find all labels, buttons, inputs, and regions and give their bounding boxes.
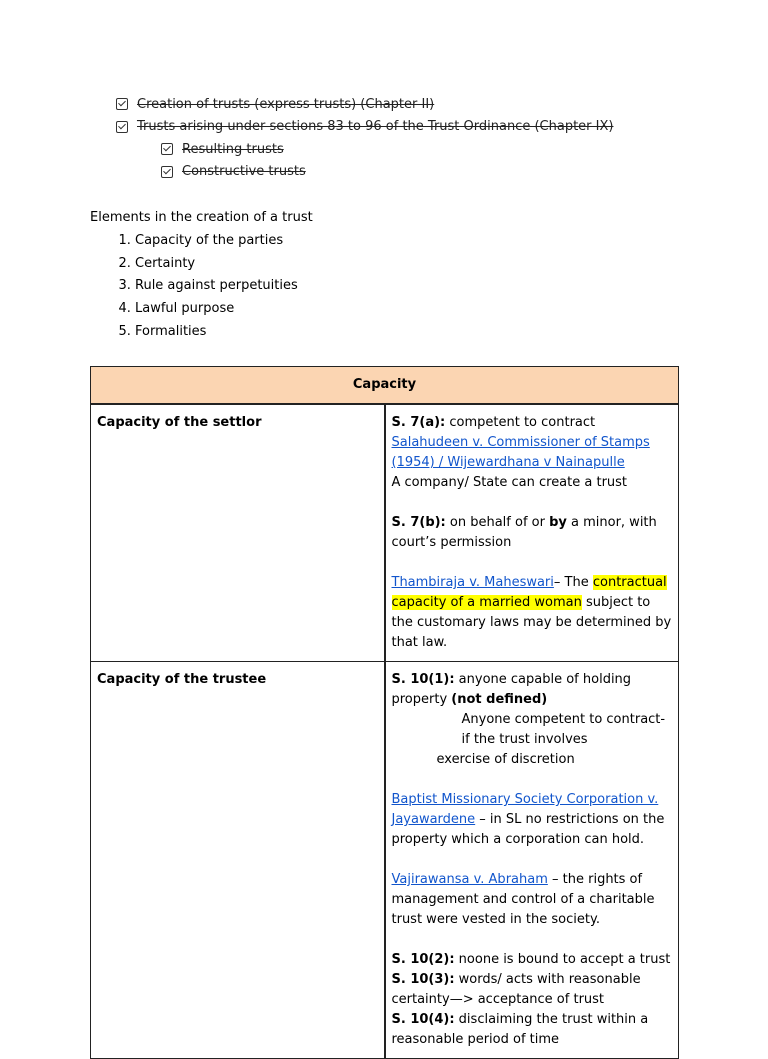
case-note: [392, 870, 673, 930]
list-item: 5. Formalities: [135, 321, 313, 344]
emphasis-by: by: [549, 515, 567, 530]
table-row: [91, 404, 679, 662]
checked-checkbox-icon[interactable]: [116, 98, 128, 110]
section-text: competent to contract: [445, 415, 596, 430]
case-link[interactable]: Vajirawansa v. Abraham: [391, 872, 548, 887]
checklist-subitem[interactable]: [161, 161, 613, 184]
list-item: 2. Certainty: [135, 253, 313, 276]
company-note: A company/ State can create a trust: [391, 475, 628, 490]
elements-list: [90, 230, 313, 344]
section-ref: S. 7(b):: [391, 515, 446, 530]
list-item: 1. Capacity of the parties: [135, 230, 313, 253]
checklist-subitem[interactable]: [161, 138, 613, 161]
section-7a: [392, 413, 673, 433]
checklist-item[interactable]: [116, 116, 613, 139]
elements-heading: Elements in the creation of a trust: [90, 210, 313, 225]
section-text: a minor, with court’s permission: [391, 515, 657, 550]
section-ref: S. 10(3):: [391, 972, 455, 987]
checked-checkbox-icon[interactable]: [116, 121, 128, 133]
section-text: exercise of discretion: [436, 752, 575, 767]
section-text: Anyone competent to contract- if the trust involves: [461, 712, 666, 747]
elements-section: [90, 207, 313, 344]
section-text: disclaiming the trust within a reasonable period of time: [391, 1012, 649, 1047]
section-10-3: [392, 970, 673, 1010]
checked-checkbox-icon[interactable]: [161, 143, 173, 155]
section-10-1: [392, 670, 673, 710]
table-row: [91, 662, 679, 1059]
section-text: noone is bound to accept a trust: [454, 952, 671, 967]
row-content-settlor: [385, 404, 679, 662]
row-label-settlor: Capacity of the settlor: [91, 404, 385, 662]
section-text: words/ acts with reasonable certainty—> acceptance of trust: [391, 972, 641, 1007]
checklist-item[interactable]: [116, 93, 613, 116]
section-ref: S. 10(1):: [391, 672, 455, 687]
case-text: – the rights of management and control of a charitable trust were vested in the society.: [391, 872, 655, 927]
section-7b: [392, 513, 673, 553]
row-content-trustee: [385, 662, 679, 1059]
section-10-2: [392, 950, 673, 970]
section-text: on behalf of or: [445, 515, 550, 530]
checklist-item-label: Trusts arising under sections 83 to 96 of the Trust Ordinance (Chapter IX): [137, 119, 614, 135]
checklist-item-label: Constructive trusts: [182, 164, 306, 180]
section-ref: S. 7(a):: [391, 415, 446, 430]
case-note: [392, 573, 673, 653]
checklist-item-label: Resulting trusts: [182, 141, 284, 157]
row-label-trustee: Capacity of the trustee: [91, 662, 385, 1059]
table-header: Capacity: [91, 367, 679, 405]
checklist: [116, 93, 613, 183]
not-defined-note: (not defined): [451, 692, 548, 707]
section-text: anyone capable of holding property: [391, 672, 632, 707]
case-link[interactable]: Thambiraja v. Maheswari: [391, 575, 554, 590]
case-text: – in SL no restrictions on the property which a corporation can hold.: [391, 812, 665, 847]
list-item: 4. Lawful purpose: [135, 298, 313, 321]
section-10-4: [392, 1010, 673, 1050]
capacity-table: [90, 366, 679, 1059]
checked-checkbox-icon[interactable]: [161, 166, 173, 178]
case-note: [392, 790, 673, 850]
section-ref: S. 10(2):: [391, 952, 455, 967]
case-link[interactable]: Baptist Missionary Society Corporation v. Jayawardene: [391, 792, 659, 827]
list-item: 3. Rule against perpetuities: [135, 275, 313, 298]
case-text: – The: [553, 575, 593, 590]
section-ref: S. 10(4):: [391, 1012, 455, 1027]
case-text: subject to the customary laws may be determined by that law.: [391, 595, 672, 650]
checklist-item-label: Creation of trusts (express trusts) (Chapter II): [137, 96, 435, 112]
highlighted-text: contractual capacity of a married woman: [391, 575, 667, 610]
case-link[interactable]: Salahudeen v. Commissioner of Stamps (1954) / Wijewardhana v Nainapulle: [391, 435, 650, 470]
